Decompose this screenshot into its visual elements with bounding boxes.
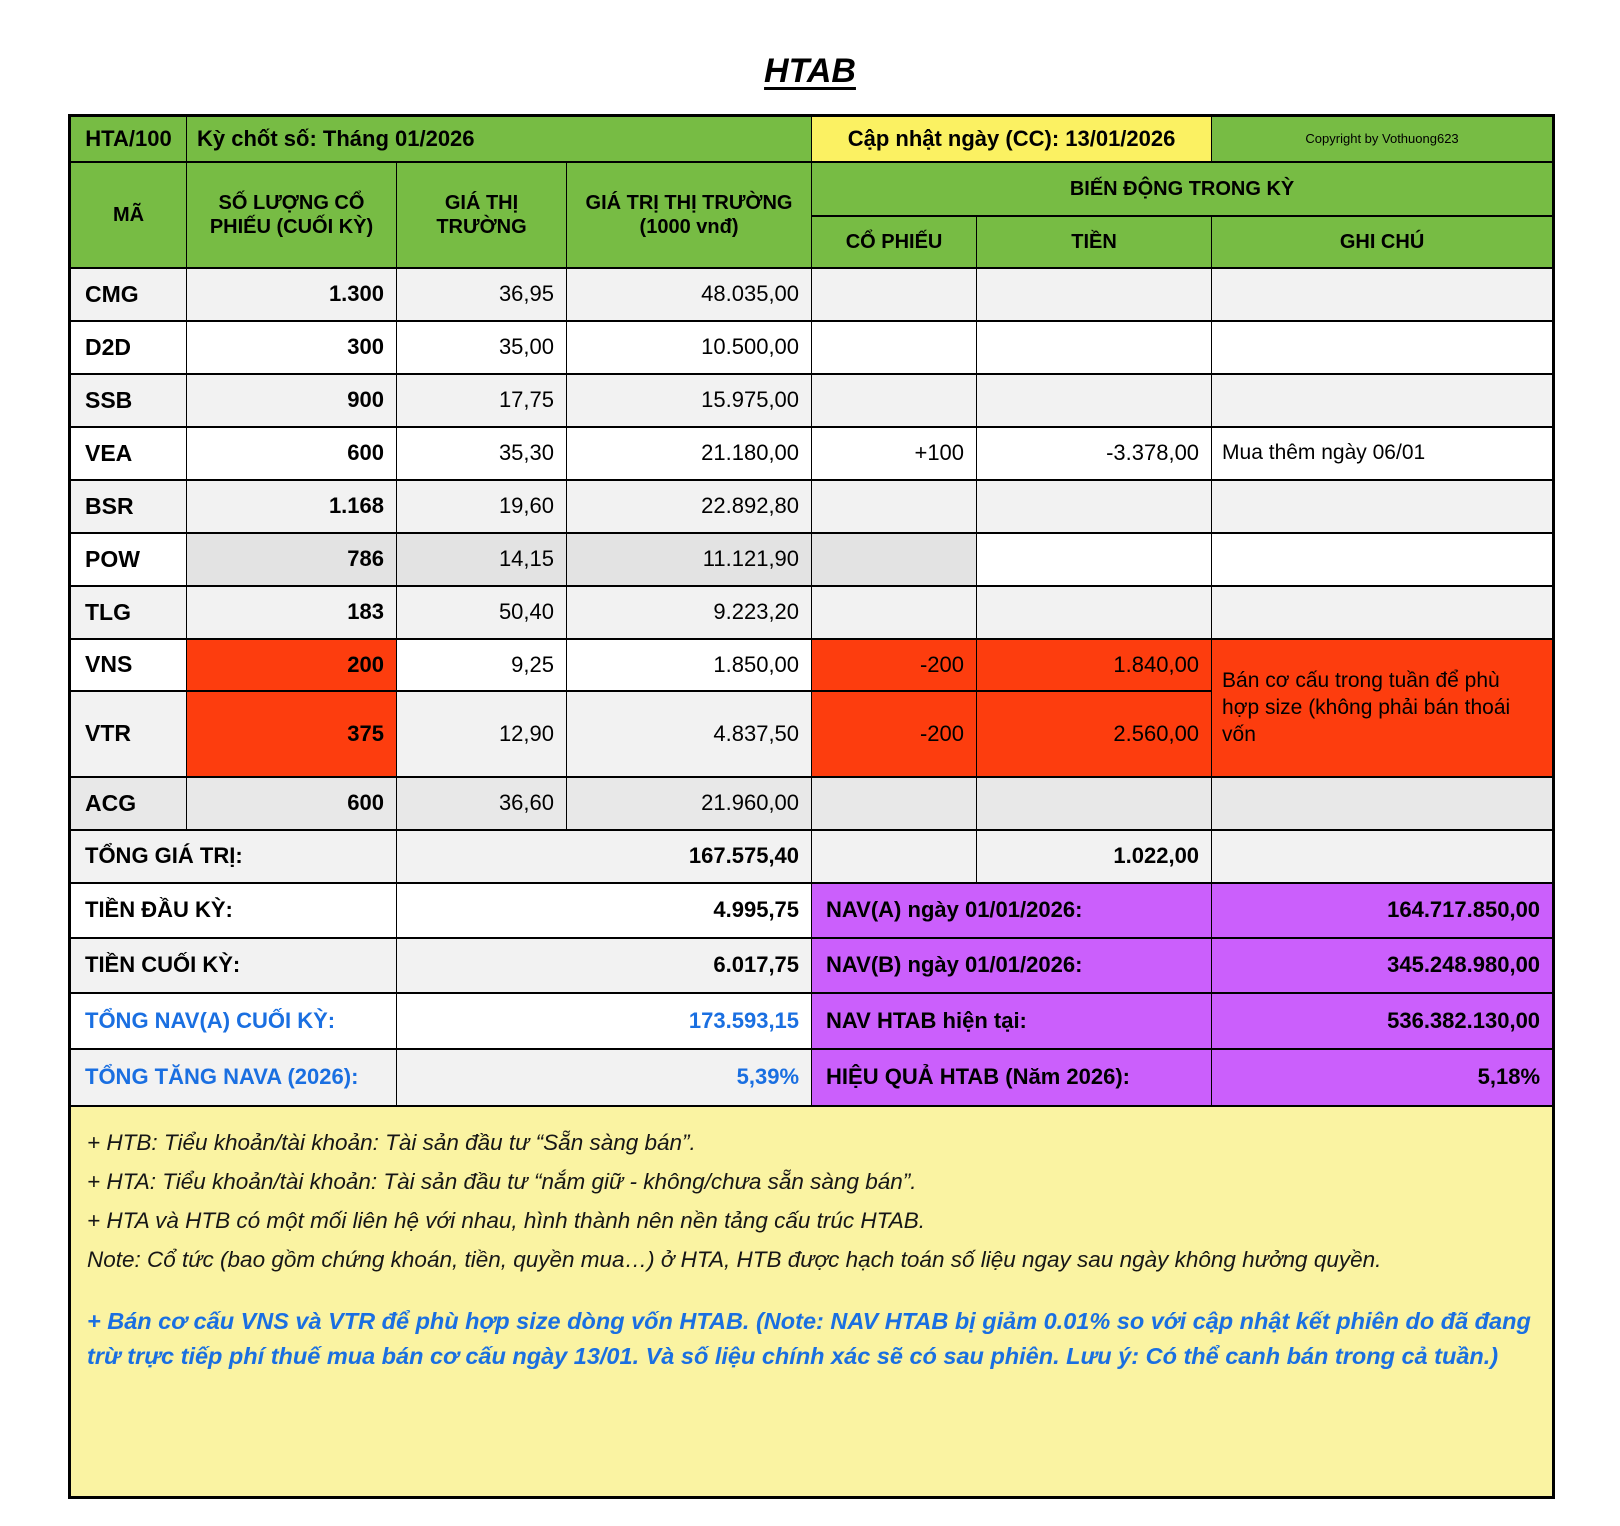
- table-row-tlg: [70, 586, 1554, 639]
- cell-shares-change: [812, 268, 977, 321]
- cell-value: 21.960,00: [567, 777, 812, 830]
- page-title: HTAB: [764, 52, 856, 90]
- footnote-hta-htb-relation: + HTA và HTB có một mối liên hệ với nhau, hình thành nên nền tảng cấu trúc HTAB.: [87, 1207, 925, 1233]
- cell-qty: 300: [187, 321, 397, 374]
- cell-cash-change: [977, 268, 1212, 321]
- update-date: Cập nhật ngày (CC): 13/01/2026: [812, 116, 1212, 162]
- cell-qty: 183: [187, 586, 397, 639]
- cell-shares-change: +100: [812, 427, 977, 480]
- header-row-1: [70, 162, 1554, 216]
- summary-row-nav-growth: [70, 1049, 1554, 1106]
- cell-price: 17,75: [397, 374, 567, 427]
- cell-note: [1212, 268, 1554, 321]
- cell-qty: 1.168: [187, 480, 397, 533]
- table-row-pow: [70, 533, 1554, 586]
- cell-ticker: CMG: [70, 268, 187, 321]
- cell-cash-change: 1.840,00: [977, 639, 1212, 691]
- table-row-vns: [70, 639, 1554, 691]
- nav-htab-value: 536.382.130,00: [1212, 993, 1554, 1049]
- table-row-bsr: [70, 480, 1554, 533]
- cell-note: [1212, 777, 1554, 830]
- table-row-ssb: [70, 374, 1554, 427]
- footnotes-row: [70, 1106, 1554, 1498]
- cell-price: 14,15: [397, 533, 567, 586]
- total-note-empty: [1212, 830, 1554, 883]
- total-market-value: 167.575,40: [397, 830, 812, 883]
- cell-ticker: BSR: [70, 480, 187, 533]
- cell-note: [1212, 586, 1554, 639]
- cell-note: [1212, 321, 1554, 374]
- copyright-note: Copyright by Vothuong623: [1212, 116, 1554, 162]
- nav-b-label: NAV(B) ngày 01/01/2026:: [812, 938, 1212, 993]
- cell-qty: 1.300: [187, 268, 397, 321]
- cell-value: 9.223,20: [567, 586, 812, 639]
- nav-growth-value: 5,39%: [397, 1049, 812, 1106]
- table-row-vea: [70, 427, 1554, 480]
- cell-ticker: TLG: [70, 586, 187, 639]
- cell-cash-change: [977, 586, 1212, 639]
- summary-row-total-nav: [70, 993, 1554, 1049]
- footnote-htb: + HTB: Tiểu khoản/tài khoản: Tài sản đầu tư “Sẵn sàng bán”.: [87, 1129, 696, 1155]
- cell-note: [1212, 480, 1554, 533]
- nav-a-value: 164.717.850,00: [1212, 883, 1554, 938]
- cell-cash-change: [977, 374, 1212, 427]
- col-header-tien: TIỀN: [977, 216, 1212, 268]
- cell-shares-change: [812, 586, 977, 639]
- cash-begin-value: 4.995,75: [397, 883, 812, 938]
- col-header-ma: MÃ: [70, 162, 187, 268]
- cash-end-label: TIỀN CUỐI KỲ:: [70, 938, 397, 993]
- summary-row-cash-end: [70, 938, 1554, 993]
- footnote-hta: + HTA: Tiểu khoản/tài khoản: Tài sản đầu tư “nắm giữ - không/chưa sẵn sàng bán”.: [87, 1168, 917, 1194]
- nav-a-label: NAV(A) ngày 01/01/2026:: [812, 883, 1212, 938]
- cell-qty: 200: [187, 639, 397, 691]
- cell-cash-change: [977, 533, 1212, 586]
- cell-value: 4.837,50: [567, 691, 812, 777]
- total-label: TỔNG GIÁ TRỊ:: [70, 830, 397, 883]
- cell-price: 19,60: [397, 480, 567, 533]
- cell-value: 15.975,00: [567, 374, 812, 427]
- cell-cash-change: 2.560,00: [977, 691, 1212, 777]
- cell-shares-change: -200: [812, 691, 977, 777]
- footnote-dividends: Note: Cổ tức (bao gồm chứng khoán, tiền, quyền mua…) ở HTA, HTB được hạch toán số liệu ngay sau ngày không hưởng quyền.: [87, 1246, 1382, 1272]
- cell-qty: 375: [187, 691, 397, 777]
- cell-note: [1212, 374, 1554, 427]
- cell-ticker: VEA: [70, 427, 187, 480]
- cell-price: 35,00: [397, 321, 567, 374]
- account-code: HTA/100: [70, 116, 187, 162]
- cell-qty: 900: [187, 374, 397, 427]
- col-header-gia-thi-truong: GIÁ THỊ TRƯỜNG: [397, 162, 567, 268]
- cell-shares-change: [812, 480, 977, 533]
- top-bar-row: [70, 116, 1554, 162]
- cell-shares-change: [812, 533, 977, 586]
- nav-b-value: 345.248.980,00: [1212, 938, 1554, 993]
- cell-cash-change: -3.378,00: [977, 427, 1212, 480]
- col-header-so-luong: SỐ LƯỢNG CỔ PHIẾU (CUỐI KỲ): [187, 162, 397, 268]
- cell-value: 48.035,00: [567, 268, 812, 321]
- summary-row-cash-begin: [70, 883, 1554, 938]
- col-header-gia-tri: GIÁ TRỊ THỊ TRƯỜNG (1000 vnđ): [567, 162, 812, 268]
- cell-cash-change: [977, 321, 1212, 374]
- cell-value: 21.180,00: [567, 427, 812, 480]
- cell-price: 35,30: [397, 427, 567, 480]
- total-shares-empty: [812, 830, 977, 883]
- cell-ticker: VNS: [70, 639, 187, 691]
- cell-value: 10.500,00: [567, 321, 812, 374]
- cell-value: 22.892,80: [567, 480, 812, 533]
- cell-shares-change: [812, 777, 977, 830]
- nav-growth-label: TỔNG TĂNG NAVA (2026):: [70, 1049, 397, 1106]
- cell-value: 1.850,00: [567, 639, 812, 691]
- cell-ticker: D2D: [70, 321, 187, 374]
- cell-price: 50,40: [397, 586, 567, 639]
- cell-value: 11.121,90: [567, 533, 812, 586]
- portfolio-table: [68, 114, 1555, 1499]
- cell-price: 9,25: [397, 639, 567, 691]
- htab-efficiency-label: HIỆU QUẢ HTAB (Năm 2026):: [812, 1049, 1212, 1106]
- cell-restructure-note: Bán cơ cấu trong tuần để phù hợp size (không phải bán thoái vốn: [1212, 639, 1554, 777]
- col-header-bien-dong: BIẾN ĐỘNG TRONG KỲ: [812, 162, 1554, 216]
- col-header-ghi-chu: GHI CHÚ: [1212, 216, 1554, 268]
- cash-end-value: 6.017,75: [397, 938, 812, 993]
- total-cash-change: 1.022,00: [977, 830, 1212, 883]
- cell-ticker: VTR: [70, 691, 187, 777]
- cell-note: [1212, 533, 1554, 586]
- col-header-co-phieu: CỔ PHIẾU: [812, 216, 977, 268]
- total-nav-label: TỔNG NAV(A) CUỐI KỲ:: [70, 993, 397, 1049]
- cell-note: Mua thêm ngày 06/01: [1212, 427, 1554, 480]
- cell-ticker: POW: [70, 533, 187, 586]
- total-nav-value: 173.593,15: [397, 993, 812, 1049]
- cell-shares-change: -200: [812, 639, 977, 691]
- table-row-acg: [70, 777, 1554, 830]
- table-row-d2d: [70, 321, 1554, 374]
- cell-price: 36,60: [397, 777, 567, 830]
- restructure-highlight-note: + Bán cơ cấu VNS và VTR để phù hợp size dòng vốn HTAB. (Note: NAV HTAB bị giảm 0.01% so với cập nhật kết phiên do đã đang trừ trực tiếp phí thuế mua bán cơ cấu ngày 13/01. Và số liệu chính xác sẽ có sau phiên. Lưu ý: Có thể canh bán trong cả tuần.): [87, 1308, 1531, 1370]
- cash-begin-label: TIỀN ĐẦU KỲ:: [70, 883, 397, 938]
- cell-price: 36,95: [397, 268, 567, 321]
- cell-ticker: SSB: [70, 374, 187, 427]
- total-row: [70, 830, 1554, 883]
- cell-cash-change: [977, 777, 1212, 830]
- cell-ticker: ACG: [70, 777, 187, 830]
- cell-qty: 786: [187, 533, 397, 586]
- cell-cash-change: [977, 480, 1212, 533]
- cell-shares-change: [812, 374, 977, 427]
- cell-price: 12,90: [397, 691, 567, 777]
- footnotes-cell: [70, 1106, 1554, 1498]
- cell-qty: 600: [187, 777, 397, 830]
- closing-period: Kỳ chốt số: Tháng 01/2026: [187, 116, 812, 162]
- cell-shares-change: [812, 321, 977, 374]
- cell-qty: 600: [187, 427, 397, 480]
- nav-htab-label: NAV HTAB hiện tại:: [812, 993, 1212, 1049]
- htab-efficiency-value: 5,18%: [1212, 1049, 1554, 1106]
- table-row-cmg: [70, 268, 1554, 321]
